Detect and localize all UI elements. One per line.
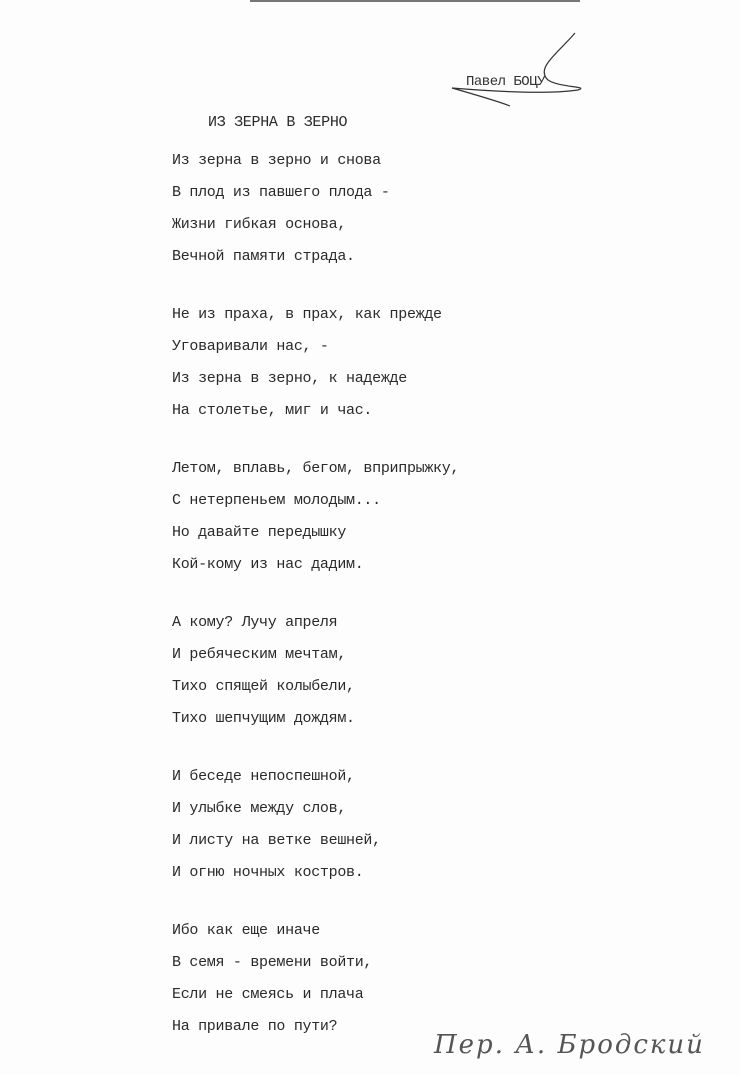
poem-line: На привале по пути? bbox=[172, 1018, 338, 1035]
poem-line: Не из праха, в прах, как прежде bbox=[172, 306, 442, 323]
poem-line: В плод из павшего плода - bbox=[172, 184, 390, 201]
poem-line: Но давайте передышку bbox=[172, 524, 347, 541]
poem-line: В семя - времени войти, bbox=[172, 954, 373, 971]
stanza bbox=[172, 151, 459, 279]
poem-line: Вечной памяти страда. bbox=[172, 248, 355, 265]
stanza bbox=[172, 921, 459, 1049]
poem-line: Из зерна в зерно, к надежде bbox=[172, 370, 407, 387]
poem-line: И улыбке между слов, bbox=[172, 800, 347, 817]
poem-line: А кому? Лучу апреля bbox=[172, 614, 338, 631]
poem-line: Летом, вплавь, бегом, вприпрыжку, bbox=[172, 460, 460, 477]
author-name: Павел БОЦУ bbox=[466, 74, 546, 90]
poem-line: С нетерпеньем молодым... bbox=[172, 492, 381, 509]
poem-line: Тихо шепчущим дождям. bbox=[172, 710, 355, 727]
poem-line: Тихо спящей колыбели, bbox=[172, 678, 355, 695]
poem-title: ИЗ ЗЕРНА В ЗЕРНО bbox=[208, 114, 348, 131]
poem-body bbox=[172, 151, 459, 1075]
poem-line: И огню ночных костров. bbox=[172, 864, 364, 881]
stanza bbox=[172, 459, 459, 587]
poem-line: Ибо как еще иначе bbox=[172, 922, 320, 939]
poem-line: Жизни гибкая основа, bbox=[172, 216, 347, 233]
author-signature-stroke bbox=[440, 28, 600, 108]
poem-line: И ребяческим мечтам, bbox=[172, 646, 347, 663]
poem-line: На столетье, миг и час. bbox=[172, 402, 373, 419]
translator-signature: Пер. А. Бродский bbox=[434, 1030, 705, 1060]
poem-line: Если не смеясь и плача bbox=[172, 986, 364, 1003]
poem-line: И беседе непоспешной, bbox=[172, 768, 355, 785]
stanza bbox=[172, 305, 459, 433]
poem-line: Из зерна в зерно и снова bbox=[172, 152, 381, 169]
poem-line: Кой-кому из нас дадим. bbox=[172, 556, 364, 573]
stanza bbox=[172, 767, 459, 895]
poem-line: И листу на ветке вешней, bbox=[172, 832, 381, 849]
poem-line: Уговаривали нас, - bbox=[172, 338, 329, 355]
page-edge-line bbox=[250, 0, 580, 2]
stanza bbox=[172, 613, 459, 741]
